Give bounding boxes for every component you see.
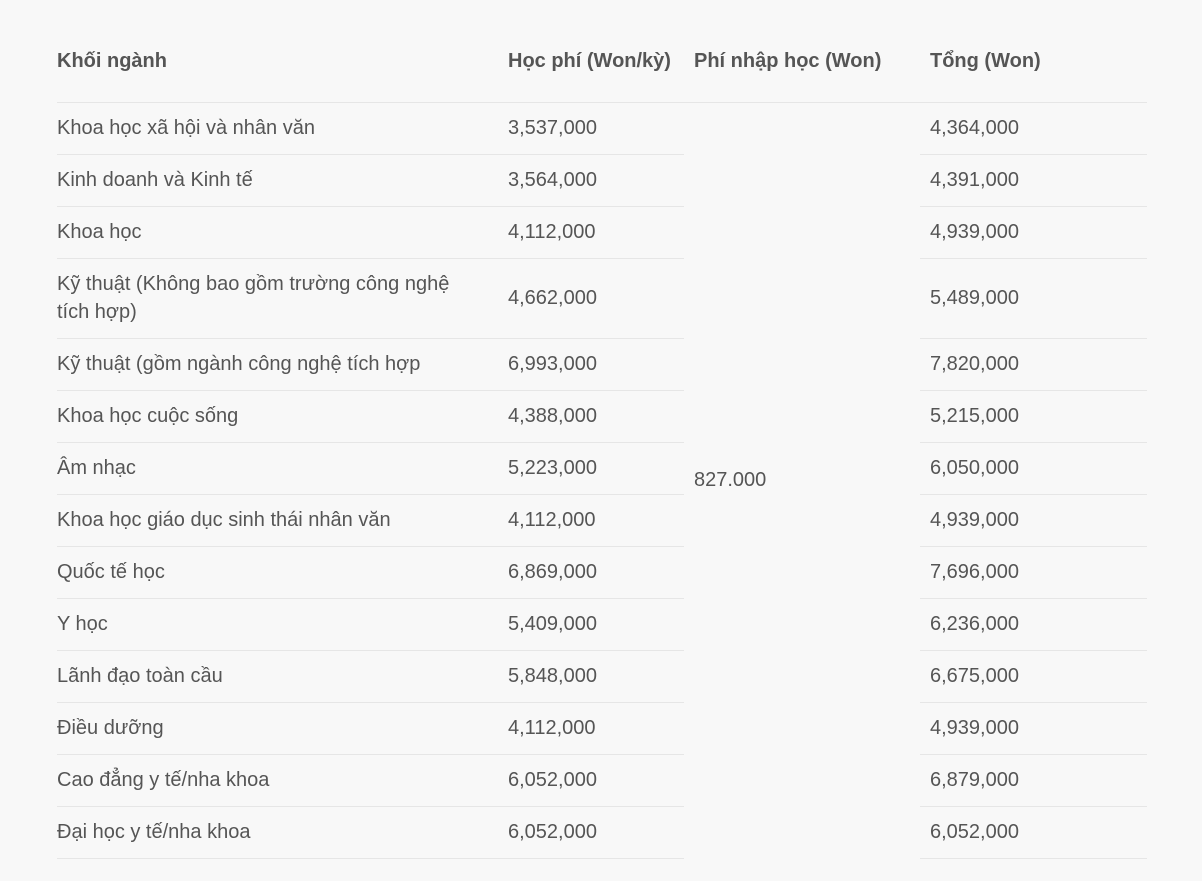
cell-tuition: 5,848,000: [497, 650, 684, 702]
cell-tuition: 6,869,000: [497, 546, 684, 598]
cell-total: 7,820,000: [920, 338, 1147, 390]
cell-field: Kỹ thuật (gồm ngành công nghệ tích hợp: [57, 338, 497, 390]
header-tuition: Học phí (Won/kỳ): [497, 20, 684, 102]
cell-total: 6,052,000: [920, 806, 1147, 858]
cell-tuition: 5,409,000: [497, 598, 684, 650]
cell-total: 5,489,000: [920, 258, 1147, 338]
table-row: [57, 598, 1147, 650]
table-row: [57, 102, 1147, 154]
cell-field: Đại học y tế/nha khoa: [57, 806, 497, 858]
cell-total: 4,391,000: [920, 154, 1147, 206]
cell-tuition: 5,223,000: [497, 442, 684, 494]
table-row: [57, 806, 1147, 858]
cell-field: Quốc tế học: [57, 546, 497, 598]
cell-tuition: 6,993,000: [497, 338, 684, 390]
cell-admission-fee: 827.000: [694, 468, 767, 491]
header-row: [57, 20, 1147, 102]
cell-total: 6,050,000: [920, 442, 1147, 494]
cell-total: 4,364,000: [920, 102, 1147, 154]
table-row: [57, 154, 1147, 206]
cell-total: 4,939,000: [920, 702, 1147, 754]
cell-tuition: 4,112,000: [497, 494, 684, 546]
cell-total: 4,939,000: [920, 206, 1147, 258]
cell-field: Điều dưỡng: [57, 702, 497, 754]
table-row: [57, 258, 1147, 338]
header-field: Khối ngành: [57, 20, 497, 102]
table-row: [57, 754, 1147, 806]
cell-field: Khoa học xã hội và nhân văn: [57, 102, 497, 154]
cell-total: 6,675,000: [920, 650, 1147, 702]
cell-field: Âm nhạc: [57, 442, 497, 494]
cell-tuition: 4,388,000: [497, 390, 684, 442]
cell-tuition: 6,052,000: [497, 806, 684, 858]
table-row: [57, 546, 1147, 598]
cell-tuition: 4,662,000: [497, 258, 684, 338]
cell-field: Lãnh đạo toàn cầu: [57, 650, 497, 702]
table-row: [57, 702, 1147, 754]
cell-tuition: 3,564,000: [497, 154, 684, 206]
cell-field: Khoa học: [57, 206, 497, 258]
table-row: [57, 390, 1147, 442]
cell-tuition: 4,112,000: [497, 206, 684, 258]
cell-field: Kỹ thuật (Không bao gồm trường công nghệ tích hợp): [57, 258, 497, 338]
table-header: [57, 20, 1147, 102]
cell-field: Kinh doanh và Kinh tế: [57, 154, 497, 206]
cell-tuition: 6,052,000: [497, 754, 684, 806]
header-admission-fee: Phí nhập học (Won): [684, 20, 920, 102]
header-total: Tổng (Won): [920, 20, 1147, 102]
cell-total: 6,879,000: [920, 754, 1147, 806]
cell-field: Cao đẳng y tế/nha khoa: [57, 754, 497, 806]
cell-field: Y học: [57, 598, 497, 650]
table-row: [57, 206, 1147, 258]
cell-total: 6,236,000: [920, 598, 1147, 650]
table-row: [57, 494, 1147, 546]
cell-field: Khoa học giáo dục sinh thái nhân văn: [57, 494, 497, 546]
cell-total: 4,939,000: [920, 494, 1147, 546]
cell-tuition: 3,537,000: [497, 102, 684, 154]
table-row: [57, 338, 1147, 390]
table-body: [57, 102, 1147, 858]
tuition-table-container: [57, 20, 1147, 859]
table-row: [57, 442, 1147, 494]
table-row: [57, 650, 1147, 702]
cell-total: 5,215,000: [920, 390, 1147, 442]
cell-tuition: 4,112,000: [497, 702, 684, 754]
tuition-table: [57, 20, 1147, 859]
cell-field: Khoa học cuộc sống: [57, 390, 497, 442]
cell-total: 7,696,000: [920, 546, 1147, 598]
